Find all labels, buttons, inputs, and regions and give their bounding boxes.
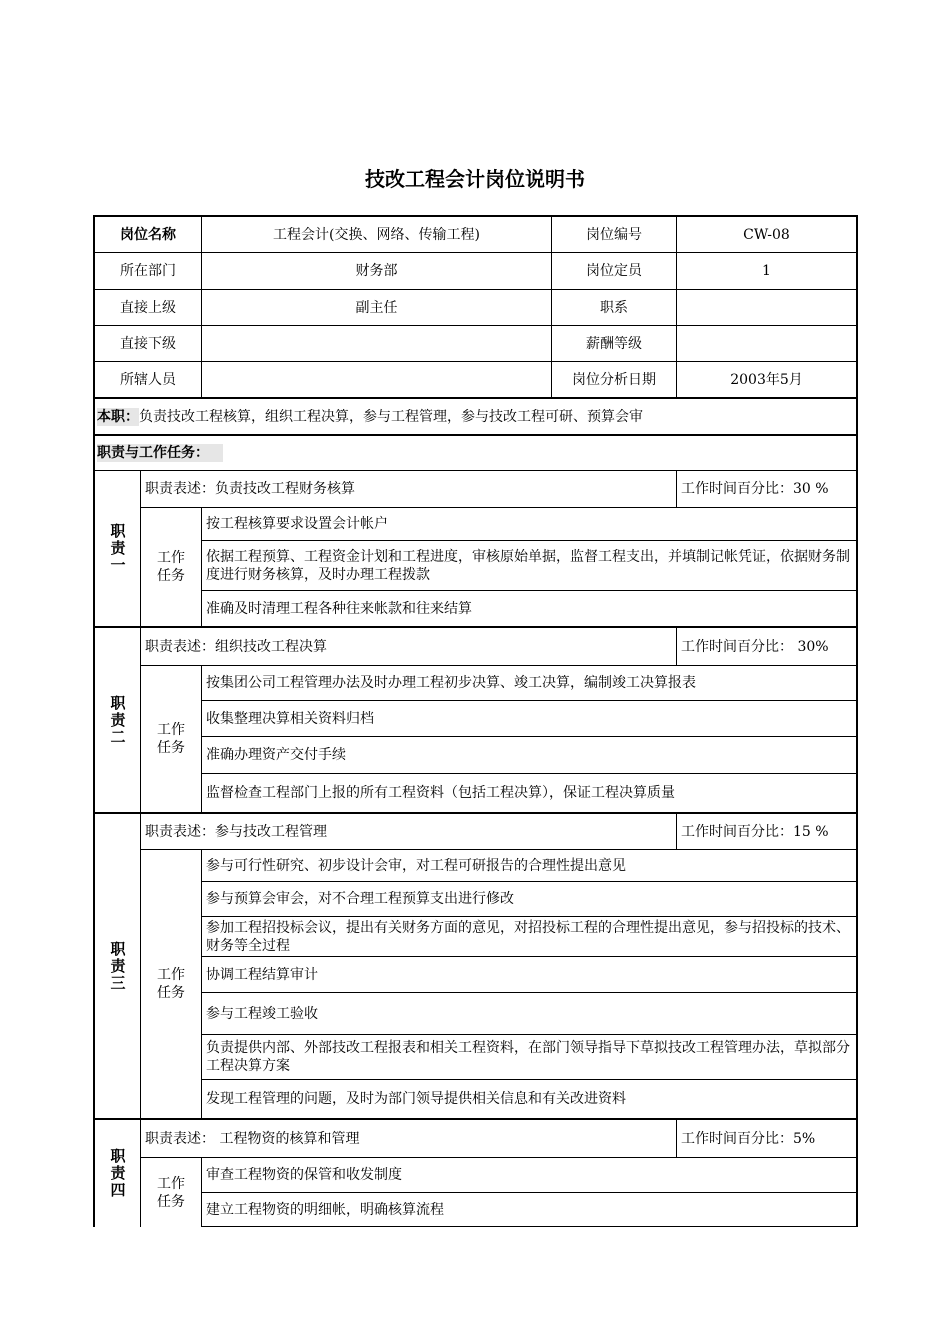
analysis-date-value: 2003年5月 [676,361,856,397]
salary-grade-value [676,325,856,361]
position-code-value: CW-08 [676,217,856,252]
duty-3-task-label: 工作任务 [157,967,185,1001]
job-family-value [676,289,856,325]
duty-2-task-2: 收集整理决算相关资料归档 [201,700,856,736]
duty-2-task-label-cell [140,665,201,812]
position-code-label: 岗位编号 [551,217,676,252]
position-name-label: 岗位名称 [120,226,176,243]
duty-4-label-cell [95,1120,140,1227]
department-label: 所在部门 [95,252,201,289]
superior-value: 副主任 [201,289,551,325]
duty-1-task-1: 按工程核算要求设置会计帐户 [201,507,856,540]
duty-4-description: 职责表述： 工程物资的核算和管理 [140,1120,676,1157]
subordinate-value [201,325,551,361]
duty-2-label: 职责二 [108,694,127,746]
duty-2-task-label: 工作任务 [157,722,185,756]
main-duty-label: 本职： [97,408,139,425]
salary-grade-label: 薪酬等级 [551,325,676,361]
analysis-date-label: 岗位分析日期 [551,361,676,397]
duty-2-label-cell [95,628,140,812]
duty-3-task-6: 负责提供内部、外部技改工程报表和相关工程资料，在部门领导指导下草拟技改工程管理办法，草拟部分工程决算方案 [201,1034,856,1079]
duty-2-task-1: 按集团公司工程管理办法及时办理工程初步决算、竣工决算，编制竣工决算报表 [201,665,856,700]
duty-3-task-2: 参与预算会审会，对不合理工程预算支出进行修改 [201,881,856,916]
subordinate-label: 直接下级 [95,325,201,361]
duties-heading-row [95,434,856,470]
duty-3-task-label-cell [140,849,201,1118]
duty-1-label-cell [95,471,140,626]
superior-label: 直接上级 [95,289,201,325]
duty-3-task-7: 发现工程管理的问题，及时为部门领导提供相关信息和有关改进资料 [201,1079,856,1118]
job-family-label: 职系 [551,289,676,325]
managed-staff-value [201,361,551,397]
duty-1-label: 职责一 [108,523,127,574]
duty-1-time: 工作时间百分比：30 % [676,471,856,507]
duty-4-label: 职责四 [108,1148,127,1199]
duty-3-description: 职责表述：参与技改工程管理 [140,814,676,849]
duty-2-description: 职责表述：组织技改工程决算 [140,628,676,665]
duty-3-task-5: 参与工程竣工验收 [201,992,856,1034]
duty-3-task-4: 协调工程结算审计 [201,956,856,992]
headcount-label: 岗位定员 [551,252,676,289]
headcount-value: 1 [676,252,856,289]
department-value: 财务部 [201,252,551,289]
main-duty-text: 负责技改工程核算，组织工程决算，参与工程管理，参与技改工程可研、预算会审 [139,408,643,425]
duty-3-label: 职责三 [108,940,127,992]
duty-2-task-4: 监督检查工程部门上报的所有工程资料（包括工程决算），保证工程决算质量 [201,773,856,812]
duty-4-task-1: 审查工程物资的保管和收发制度 [201,1157,856,1192]
managed-staff-label: 所辖人员 [95,361,201,397]
duty-1-task-label: 工作任务 [157,550,185,584]
duty-4-task-label-cell [140,1157,201,1227]
duty-3-task-1: 参与可行性研究、初步设计会审，对工程可研报告的合理性提出意见 [201,849,856,881]
duty-4-task-2: 建立工程物资的明细帐，明确核算流程 [201,1192,856,1227]
duty-1-task-3: 准确及时清理工程各种往来帐款和往来结算 [201,590,856,626]
duty-2-time: 工作时间百分比： 30% [676,628,856,665]
document-title: 技改工程会计岗位说明书 [365,167,585,191]
main-duty-row [95,397,856,434]
duty-3-task-3: 参加工程招投标会议，提出有关财务方面的意见，对招投标工程的合理性提出意见，参与招投标的技术、财务等全过程 [201,916,856,956]
duty-2-task-3: 准确办理资产交付手续 [201,736,856,773]
duty-3-label-cell [95,814,140,1118]
duty-1-task-label-cell [140,507,201,626]
duty-1-description: 职责表述：负责技改工程财务核算 [140,471,676,507]
duty-4-task-label: 工作任务 [157,1175,185,1210]
position-name-value: 工程会计(交换、网络、传输工程) [201,217,551,252]
duties-heading: 职责与工作任务： [97,444,223,462]
duty-3-time: 工作时间百分比：15 % [676,814,856,849]
duty-4-time: 工作时间百分比：5% [676,1120,856,1157]
duty-1-task-2: 依据工程预算、工程资金计划和工程进度，审核原始单据，监督工程支出，并填制记帐凭证，依据财务制度进行财务核算，及时办理工程拨款 [201,540,856,590]
